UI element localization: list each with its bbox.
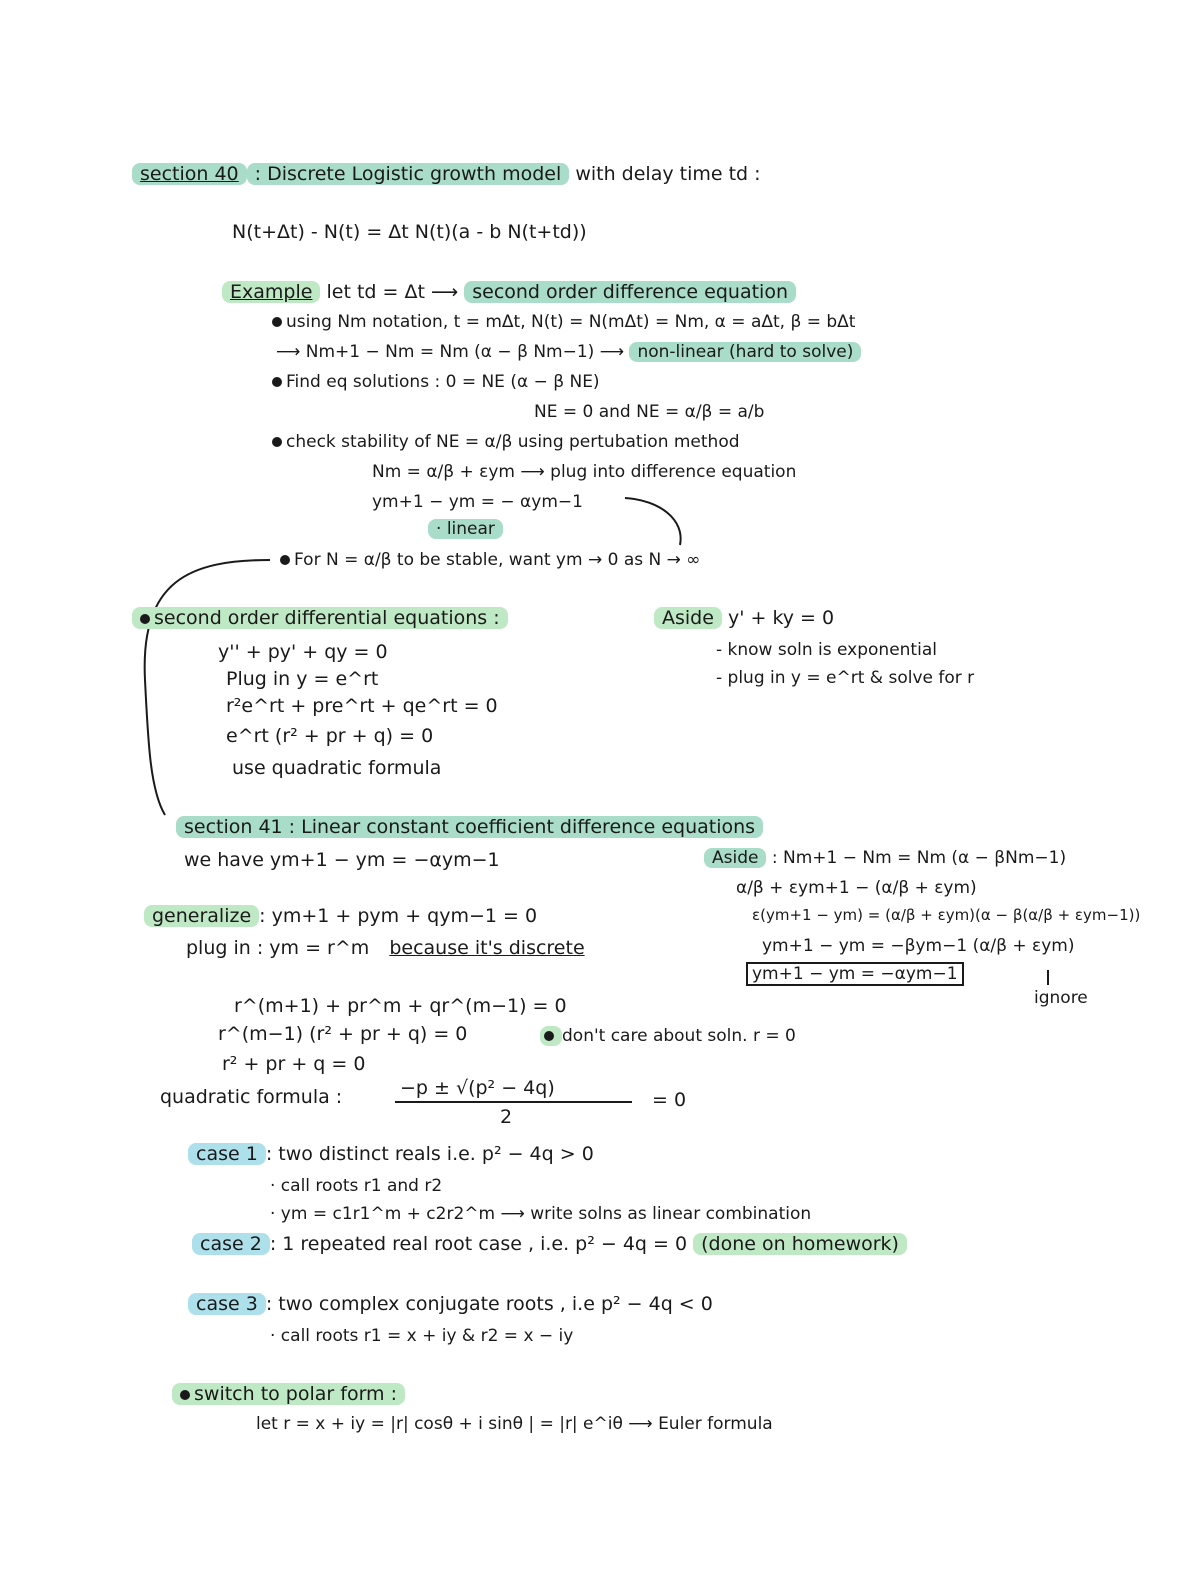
bullet-stability [272, 430, 740, 454]
notation-text: using Nm notation, t = mΔt, N(t) = N(mΔt) = Nm, α = aΔt, β = bΔt [286, 312, 856, 332]
example-line [222, 280, 796, 304]
polar-equation: let r = x + iy = |r| cosθ + i sinθ | = |r| e^iθ ⟶ Euler formula [256, 1414, 773, 1434]
section-40-title-tail: with delay time td : [575, 163, 761, 185]
bullet-notation [272, 310, 855, 334]
generalize-eq: : ym+1 + pym + qym−1 = 0 [259, 905, 538, 927]
sode-heading [132, 606, 508, 630]
second-order-highlight: second order difference equation [464, 281, 796, 303]
generalize-line [144, 904, 537, 928]
sode-line-5: use quadratic formula [232, 757, 442, 779]
aside-1-line-2: - plug in y = e^rt & solve for r [716, 668, 975, 688]
polar-title: switch to polar form : [194, 1383, 398, 1405]
polar-heading [172, 1382, 405, 1406]
bullet-icon [280, 555, 290, 565]
eq-solutions-values: NE = 0 and NE = α/β = a/b [534, 402, 765, 422]
dont-care-highlight [540, 1026, 562, 1046]
aside-2-line-2: ε(ym+1 − ym) = (α/β + εym)(α − β(α/β + εym−1)) [752, 906, 1141, 924]
case-1-line [188, 1142, 594, 1166]
bullet-eq-solutions [272, 370, 600, 394]
aside-1-line-1: - know soln is exponential [716, 640, 937, 660]
aside-1-heading [654, 606, 834, 630]
case-3-bullet-1: · call roots r1 = x + iy & r2 = x − iy [270, 1326, 574, 1346]
plug-in-line [186, 936, 585, 960]
sode-title: second order differential equations : [154, 607, 500, 629]
because-discrete: because it's discrete [389, 937, 585, 959]
aside-2-heading [704, 846, 1066, 870]
aside-2-ignore: ignore [1034, 988, 1088, 1008]
curved-arrow-linear [625, 498, 681, 545]
case-1-bullet-1: · call roots r1 and r2 [270, 1176, 443, 1196]
bullet-stable-condition [280, 548, 700, 572]
non-linear-highlight: non-linear (hard to solve) [629, 342, 861, 362]
aside-1-eq: y' + ky = 0 [727, 607, 835, 629]
linear-difference-line: ym+1 − ym = − αym−1 [372, 492, 583, 512]
linear-text: linear [446, 519, 495, 539]
section-41-heading [176, 815, 763, 839]
quadratic-denominator: 2 [500, 1106, 513, 1128]
case-1-label: case 1 [188, 1143, 266, 1165]
bullet-icon [272, 437, 282, 447]
sode-line-2: Plug in y = e^rt [226, 668, 379, 690]
bullet-icon [140, 614, 150, 624]
case-1-text: : two distinct reals i.e. p² − 4q > 0 [265, 1143, 594, 1165]
case-1-bullet-2: · ym = c1r1^m + c2r2^m ⟶ write solns as linear combination [270, 1204, 812, 1224]
eq-solutions-text: Find eq solutions : 0 = NE (α − β NE) [286, 372, 600, 392]
difference-equation: ⟶ Nm+1 − Nm = Nm (α − β Nm−1) ⟶ [276, 342, 625, 362]
linear-highlight: · linear [428, 519, 503, 539]
case-2-line [192, 1232, 907, 1256]
aside-2-line-4 [746, 962, 964, 986]
section-40-heading [132, 162, 761, 186]
aside-1-label: Aside [654, 607, 722, 629]
linear-tag [428, 517, 503, 541]
quadratic-numerator: −p ± √(p² − 4q) [400, 1077, 555, 1099]
case-3-line [188, 1292, 713, 1316]
sode-title-highlight [132, 607, 508, 629]
char-eq-2: r^(m−1) (r² + pr + q) = 0 [218, 1023, 468, 1045]
sode-line-1: y'' + py' + qy = 0 [218, 641, 388, 663]
quadratic-label: quadratic formula : [160, 1086, 343, 1108]
generalize-label: generalize [144, 905, 259, 927]
logistic-equation: N(t+Δt) - N(t) = Δt N(t)(a - b N(t+td)) [232, 221, 587, 243]
char-eq-3: r² + pr + q = 0 [222, 1053, 366, 1075]
case-2-done: (done on homework) [693, 1233, 907, 1255]
example-label: Example [222, 281, 320, 303]
dont-care-text: don't care about soln. r = 0 [562, 1026, 796, 1046]
perturbation-line: Nm = α/β + εym ⟶ plug into difference equation [372, 462, 797, 482]
polar-title-highlight [172, 1383, 405, 1405]
bullet-icon [180, 1390, 190, 1400]
bullet-icon [272, 377, 282, 387]
aside-2-label: Aside [704, 848, 766, 868]
section-41-title: section 41 : Linear constant coefficient difference equations [176, 816, 763, 838]
difference-equation-line [276, 340, 861, 364]
aside-2-boxed-result: ym+1 − ym = −αym−1 [746, 962, 964, 986]
section-41-we-have: we have ym+1 − ym = −αym−1 [184, 849, 500, 871]
section-40-label: section 40 [132, 163, 247, 185]
stable-condition-text: For N = α/β to be stable, want ym → 0 as N → ∞ [294, 550, 701, 570]
sode-line-4: e^rt (r² + pr + q) = 0 [226, 725, 434, 747]
aside-2-line-1: α/β + εym+1 − (α/β + εym) [736, 878, 977, 898]
case-3-text: : two complex conjugate roots , i.e p² − 4q < 0 [265, 1293, 713, 1315]
aside-2-line-3: ym+1 − ym = −βym−1 (α/β + εym) [762, 936, 1075, 956]
sode-line-3: r²e^rt + pre^rt + qe^rt = 0 [226, 695, 498, 717]
plug-in-text: plug in : ym = r^m [186, 937, 370, 959]
case-2-label: case 2 [192, 1233, 270, 1255]
dont-care-note [540, 1024, 796, 1048]
section-40-title: : Discrete Logistic growth model [247, 163, 570, 185]
case-3-label: case 3 [188, 1293, 266, 1315]
case-2-text: : 1 repeated real root case , i.e. p² − 4q = 0 [269, 1233, 688, 1255]
bullet-icon [544, 1031, 554, 1041]
bullet-icon [272, 317, 282, 327]
stability-text: check stability of NE = α/β using pertubation method [286, 432, 740, 452]
example-text: let td = Δt ⟶ [326, 281, 459, 303]
quadratic-equals: = 0 [652, 1089, 687, 1111]
char-eq-1: r^(m+1) + pr^m + qr^(m−1) = 0 [234, 995, 567, 1017]
aside-2-line-0: : Nm+1 − Nm = Nm (α − βNm−1) [771, 848, 1067, 868]
